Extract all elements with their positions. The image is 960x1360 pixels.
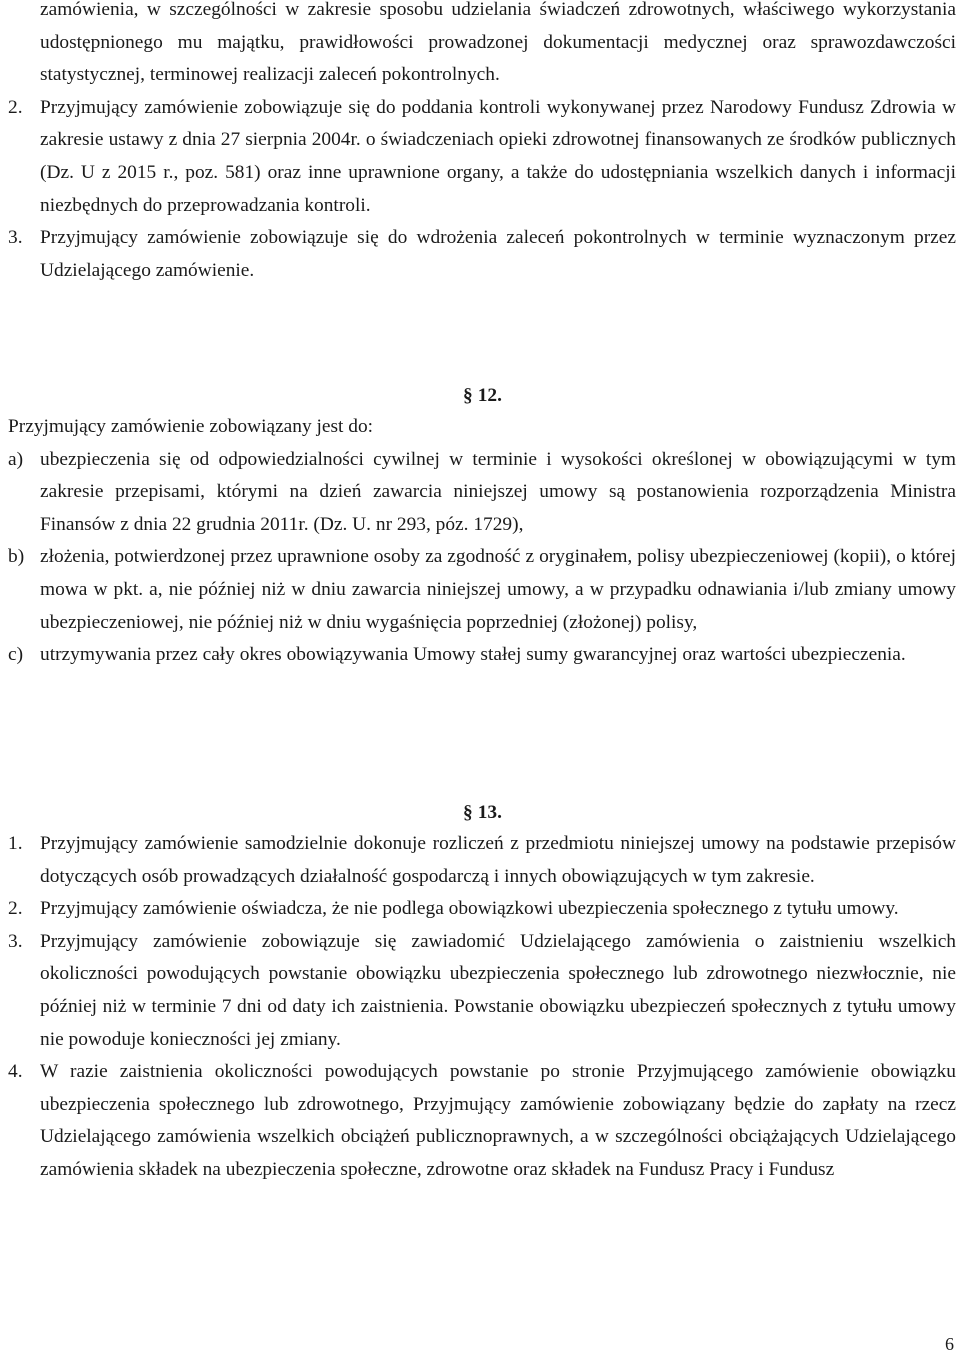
section-number: 12.	[477, 385, 502, 406]
section-13-body	[8, 828, 956, 1187]
item-number: b)	[8, 546, 25, 568]
section-13-item-3	[8, 926, 956, 1056]
section-13-item-4	[8, 1056, 956, 1186]
item-number: 2.	[8, 96, 23, 118]
section-12-lead: Przyjmujący zamówienie zobowiązany jest do:	[8, 416, 374, 437]
section-12-heading	[0, 380, 960, 413]
section-number: 13.	[477, 802, 502, 823]
intro-continuation: zamówienia, w szczególności w zakresie sposobu udzielania świadczeń zdrowotnych, właściwego wykorzystania udostępnionego mu majątku, prawidłowości prowadzonej dokumentacji medycznej oraz sprawozdawczości statystycznej, terminowej realizacji zaleceń pokontrolnych.	[40, 0, 956, 86]
item-number: 3.	[8, 227, 23, 249]
item-number: 2.	[8, 898, 23, 920]
item-text: złożenia, potwierdzonej przez uprawnione osoby za zgodność z oryginałem, polisy ubezpieczeniowej (kopii), o której mowa w pkt. a, nie później niż w dniu zawarcia niniejszej umowy, a w przypadku odnawiania i/lub zmiany umowy ubezpieczeniowej, nie później niż w dniu wygaśnięcia poprzedniej (złożonej) polisy,	[40, 546, 956, 633]
section-symbol: §	[463, 385, 473, 406]
item-text: Przyjmujący zamówienie zobowiązuje się do wdrożenia zaleceń pokontrolnych w terminie wyznaczonym przez Udzielającego zamówienie.	[40, 227, 956, 281]
section-13-item-2	[8, 893, 956, 926]
section-12-item-b	[8, 541, 956, 639]
item-text: Przyjmujący zamówienie zobowiązuje się zawiadomić Udzielającego zamówienia o zaistnieniu wszelkich okoliczności powodujących powstanie obowiązku ubezpieczenia społecznego lub zdrowotnego niezwłocznie, nie później niż w terminie 7 dni od daty ich zaistnienia. Powstanie obowiązku ubezpieczeń społecznych z tytułu umowy nie powoduje konieczności jej zmiany.	[40, 930, 956, 1050]
section-13-item-1	[8, 828, 956, 893]
section-12-item-a	[8, 444, 956, 542]
section-symbol: §	[463, 802, 473, 823]
item-text: ubezpieczenia się od odpowiedzialności cywilnej w terminie i wysokości określonej w obowiązującymi w tym zakresie przepisami, którymi na dzień zawarcia niniejszej umowy są postanowienia rozporządzenia Ministra Finansów z dnia 22 grudnia 2011r. (Dz. U. nr 293, póz. 1729),	[40, 448, 956, 535]
intro-item-3	[8, 222, 956, 287]
item-number: 1.	[8, 833, 23, 854]
item-number: 3.	[8, 930, 23, 952]
section-12-body	[8, 411, 956, 672]
item-number: 4.	[8, 1061, 23, 1083]
item-text: Przyjmujący zamówienie samodzielnie dokonuje rozliczeń z przedmiotu niniejszej umowy na podstawie przepisów dotyczących osób prowadzących działalność gospodarczą i innych obowiązujących w tym zakresie.	[40, 833, 956, 887]
item-text: Przyjmujący zamówienie oświadcza, że nie podlega obowiązkowi ubezpieczenia społecznego z tytułu umowy.	[40, 898, 899, 920]
item-number: a)	[8, 448, 24, 470]
item-text: Przyjmujący zamówienie zobowiązuje się do poddania kontroli wykonywanej przez Narodowy Fundusz Zdrowia w zakresie ustawy z dnia 27 sierpnia 2004r. o świadczeniach opieki zdrowotnej finansowanych ze środków publicznych (Dz. U z 2015 r., poz. 581) oraz inne uprawnione organy, a także do udostępniania wszelkich danych i informacji niezbędnych do przeprowadzania kontroli.	[40, 96, 956, 216]
item-number: c)	[8, 644, 24, 666]
item-text: utrzymywania przez cały okres obowiązywania Umowy stałej sumy gwarancyjnej oraz wartości ubezpieczenia.	[40, 644, 906, 666]
item-text: W razie zaistnienia okoliczności powodujących powstanie po stronie Przyjmującego zamówienie obowiązku ubezpieczenia społecznego lub zdrowotnego, Przyjmujący zamówienie zobowiązany będzie do zapłaty na rzecz Udzielającego zamówienia wszelkich obciążeń publicznoprawnych, a w szczególności obciążających Udzielającego zamówienia składek na ubezpieczenia społeczne, zdrowotne oraz składek na Fundusz Pracy i Fundusz	[40, 1061, 956, 1180]
section-13-heading	[0, 797, 960, 830]
section-12-item-c	[8, 639, 956, 672]
intro-block	[8, 0, 956, 287]
page-number: 6	[945, 1334, 954, 1354]
intro-item-2	[8, 92, 956, 222]
